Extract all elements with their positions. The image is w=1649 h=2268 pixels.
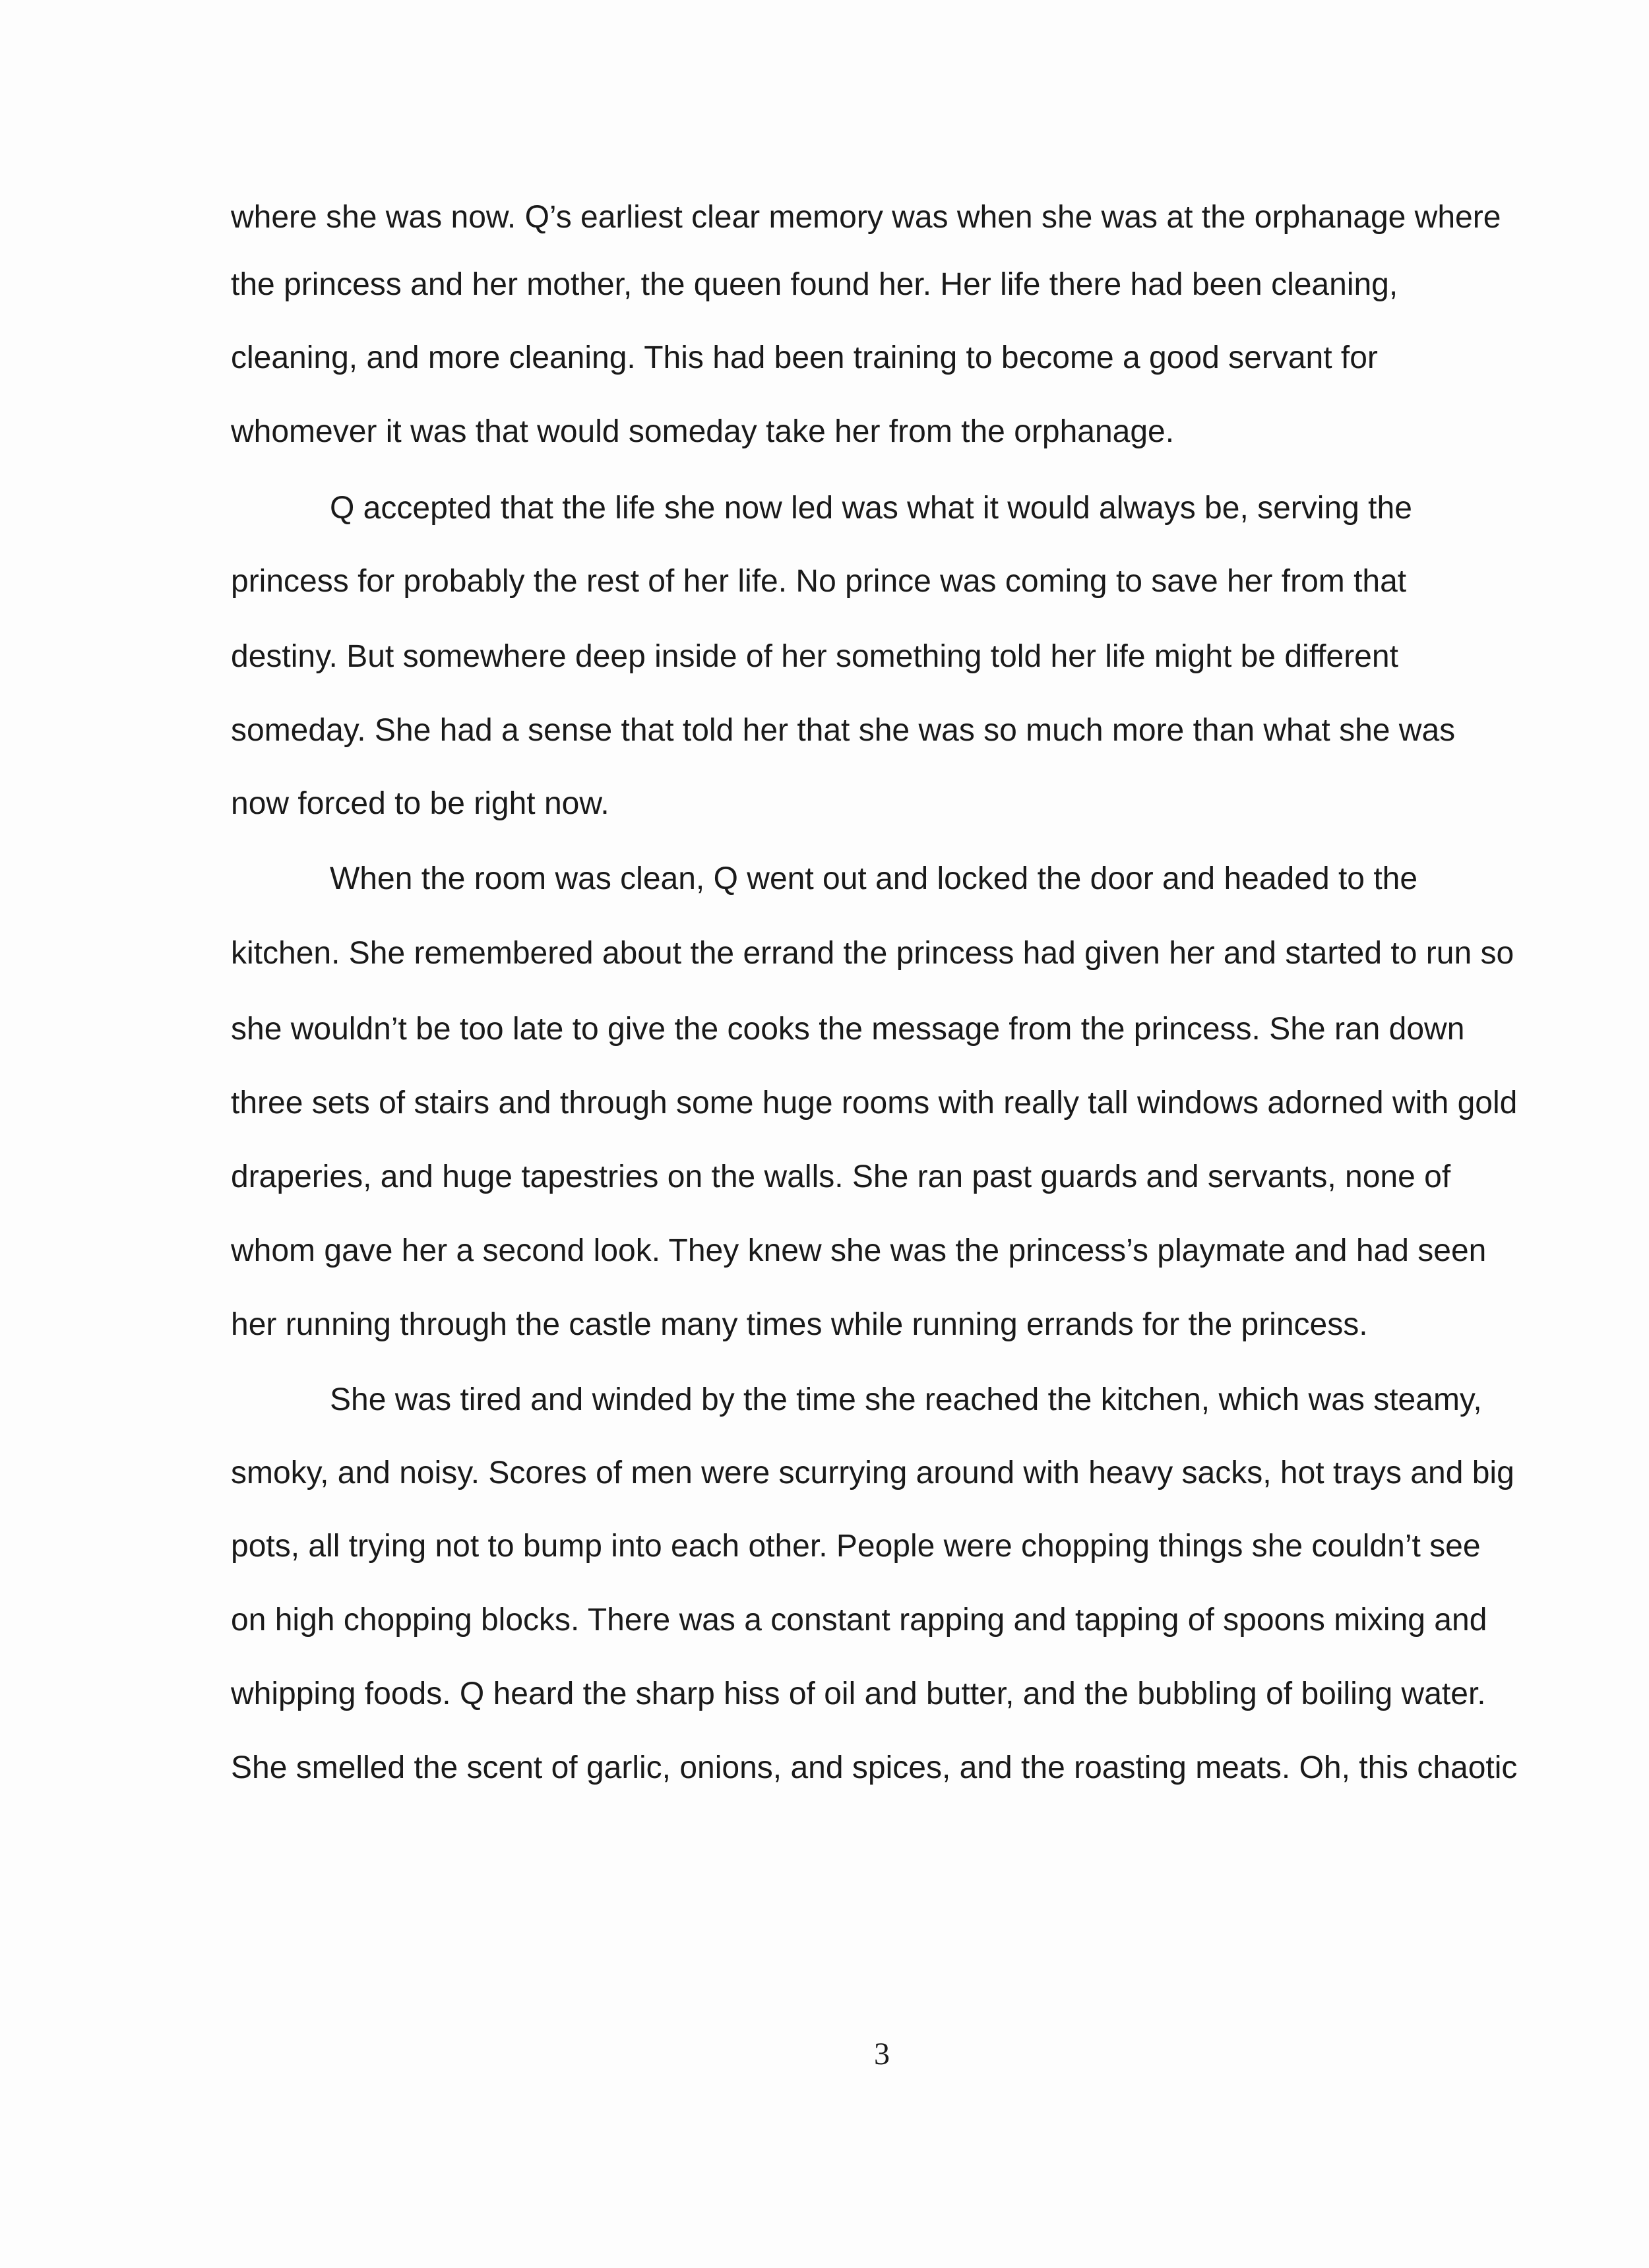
text-line: the princess and her mother, the queen found her. Her life there had been cleaning, [231,267,1398,302]
text-line: draperies, and huge tapestries on the walls. She ran past guards and servants, none of [231,1159,1451,1194]
text-line: where she was now. Q’s earliest clear memory was when she was at the orphanage where [231,200,1501,235]
text-line: whipping foods. Q heard the sharp hiss of oil and butter, and the bubbling of boiling water. [231,1676,1486,1711]
text-line: her running through the castle many times while running errands for the princess. [231,1307,1368,1342]
text-line: kitchen. She remembered about the errand the princess had given her and started to run so [231,936,1514,971]
text-line: whom gave her a second look. They knew she was the princess’s playmate and had seen [231,1233,1487,1268]
text-line: She smelled the scent of garlic, onions, and spices, and the roasting meats. Oh, this chaotic [231,1750,1518,1785]
text-line: When the room was clean, Q went out and locked the door and headed to the [330,861,1418,896]
text-line: She was tired and winded by the time she reached the kitchen, which was steamy, [330,1382,1482,1417]
text-line: on high chopping blocks. There was a constant rapping and tapping of spoons mixing and [231,1603,1487,1638]
text-line: pots, all trying not to bump into each other. People were chopping things she couldn’t see [231,1529,1481,1564]
text-line: whomever it was that would someday take her from the orphanage. [231,414,1175,449]
text-line: smoky, and noisy. Scores of men were scurrying around with heavy sacks, hot trays and big [231,1456,1514,1490]
text-line: cleaning, and more cleaning. This had been training to become a good servant for [231,340,1378,375]
page-number: 3 [874,2037,890,2071]
text-line: Q accepted that the life she now led was what it would always be, serving the [330,491,1412,526]
text-line: three sets of stairs and through some huge rooms with really tall windows adorned with gold [231,1086,1518,1120]
text-line: someday. She had a sense that told her that she was so much more than what she was [231,713,1456,748]
text-line: now forced to be right now. [231,786,609,821]
text-line: princess for probably the rest of her life. No prince was coming to save her from that [231,564,1407,599]
text-line: she wouldn’t be too late to give the cooks the message from the princess. She ran down [231,1012,1465,1047]
text-line: destiny. But somewhere deep inside of her something told her life might be different [231,639,1398,674]
